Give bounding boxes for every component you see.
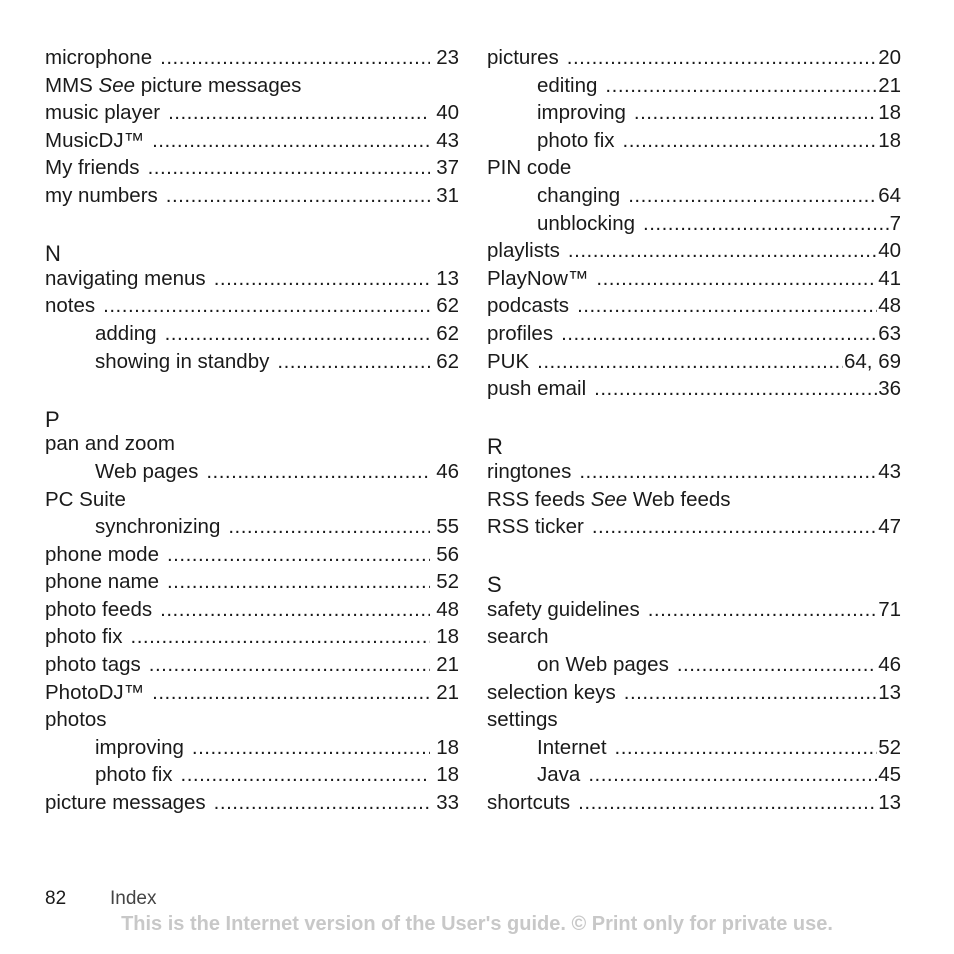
dot-leader — [537, 348, 843, 376]
page-ref: 43 — [878, 459, 901, 483]
index-subentry — [487, 734, 901, 762]
index-entry — [487, 679, 901, 707]
dot-leader — [168, 99, 430, 127]
index-subentry — [487, 210, 901, 238]
index-term: shortcuts — [487, 791, 571, 815]
page-ref: 41 — [878, 266, 901, 290]
index-term: my numbers — [45, 183, 158, 207]
see-target: picture messages — [140, 73, 302, 97]
index-entry-see — [45, 72, 459, 100]
index-entry — [45, 789, 459, 817]
page-ref: 43 — [436, 128, 459, 152]
page-ref: 62 — [436, 321, 459, 345]
dot-leader — [167, 541, 430, 569]
dot-leader — [152, 679, 430, 707]
index-subentry — [487, 182, 901, 210]
index-term: safety guidelines — [487, 597, 640, 621]
page-ref: 21 — [878, 73, 901, 97]
index-term: search — [487, 625, 549, 649]
dot-leader — [588, 761, 877, 789]
index-term: photo tags — [45, 653, 141, 677]
index-term: PUK — [487, 349, 530, 373]
index-term: synchronizing — [95, 515, 221, 539]
page-ref: 64 — [878, 183, 901, 207]
page-ref: 31 — [436, 183, 459, 207]
index-entry — [45, 486, 459, 514]
index-entry — [487, 458, 901, 486]
index-subentry — [487, 761, 901, 789]
see-label: See — [590, 487, 628, 511]
page-ref: 7 — [889, 211, 901, 235]
dot-leader — [628, 182, 877, 210]
dot-leader — [103, 292, 430, 320]
dot-leader — [149, 651, 430, 679]
index-entry — [487, 292, 901, 320]
index-term: improving — [537, 101, 626, 125]
index-entry — [45, 127, 459, 155]
page-ref: 63 — [878, 321, 901, 345]
page-ref: 48 — [878, 294, 901, 318]
dot-leader — [677, 651, 877, 679]
index-term: unblocking — [537, 211, 636, 235]
index-term: ringtones — [487, 459, 572, 483]
page-ref: 13 — [436, 266, 459, 290]
dot-leader — [167, 568, 430, 596]
index-entry — [45, 182, 459, 210]
page-ref: 47 — [878, 515, 901, 539]
index-entry — [487, 320, 901, 348]
index-entry — [45, 596, 459, 624]
index-entry — [45, 99, 459, 127]
index-term: RSS feeds See Web feeds — [487, 487, 731, 511]
dot-leader — [568, 237, 877, 265]
index-entry — [487, 375, 901, 403]
dot-leader — [648, 596, 877, 624]
index-subentry — [487, 72, 901, 100]
page-ref: 40 — [878, 239, 901, 263]
page-ref: 62 — [436, 294, 459, 318]
index-entry — [487, 789, 901, 817]
page-ref: 36 — [878, 377, 901, 401]
index-subentry — [487, 99, 901, 127]
footer-section-title: Index — [110, 888, 157, 909]
index-term: notes — [45, 294, 96, 318]
index-subentry — [45, 761, 459, 789]
section-letter-n: N — [45, 241, 61, 267]
index-entry — [487, 154, 901, 182]
index-entry — [45, 265, 459, 293]
index-term: photos — [45, 708, 107, 732]
index-term: Internet — [537, 735, 607, 759]
index-entry — [45, 706, 459, 734]
dot-leader — [166, 182, 430, 210]
page-ref: 71 — [878, 597, 901, 621]
see-target: Web feeds — [632, 487, 731, 511]
see-label: See — [98, 73, 136, 97]
index-entry — [45, 430, 459, 458]
index-term: pictures — [487, 46, 559, 69]
index-term: showing in standby — [95, 349, 270, 373]
index-term: on Web pages — [537, 653, 669, 677]
index-subentry — [45, 458, 459, 486]
dot-leader — [592, 513, 877, 541]
index-term: settings — [487, 708, 558, 732]
dot-leader — [624, 679, 877, 707]
dot-leader — [605, 72, 877, 100]
page-ref: 20 — [878, 46, 901, 69]
page-ref: 45 — [878, 763, 901, 787]
dot-leader — [643, 210, 889, 238]
index-term: Web pages — [95, 459, 199, 483]
dot-leader — [214, 789, 431, 817]
index-entry — [45, 568, 459, 596]
index-term: phone name — [45, 570, 159, 594]
index-term: photo fix — [45, 625, 123, 649]
page-ref: 13 — [878, 791, 901, 815]
index-entry — [487, 623, 901, 651]
index-term: photo fix — [95, 763, 173, 787]
index-column-left — [45, 44, 459, 817]
index-term: selection keys — [487, 680, 616, 704]
index-entry — [487, 348, 901, 376]
index-term: photo feeds — [45, 597, 153, 621]
index-term: improving — [95, 735, 184, 759]
index-term: PhotoDJ™ — [45, 680, 145, 704]
dot-leader — [615, 734, 878, 762]
dot-leader — [594, 375, 877, 403]
dot-leader — [561, 320, 877, 348]
page-ref: 46 — [878, 653, 901, 677]
page-ref: 64, 69 — [844, 349, 901, 373]
index-entry — [487, 237, 901, 265]
index-term: profiles — [487, 321, 554, 345]
index-term: RSS ticker — [487, 515, 584, 539]
index-term: My friends — [45, 156, 140, 180]
page-ref: 37 — [436, 156, 459, 180]
index-entry-see — [487, 486, 901, 514]
dot-leader — [131, 623, 431, 651]
dot-leader — [206, 458, 430, 486]
page-ref: 18 — [878, 101, 901, 125]
page-ref: 52 — [436, 570, 459, 594]
index-entry — [487, 706, 901, 734]
index-term: PC Suite — [45, 487, 126, 511]
index-column-right — [487, 44, 901, 817]
dot-leader — [567, 44, 877, 72]
page-ref: 48 — [436, 597, 459, 621]
index-term: MMS See picture messages — [45, 73, 302, 97]
dot-leader — [634, 99, 877, 127]
dot-leader — [160, 44, 430, 72]
index-entry — [45, 623, 459, 651]
index-entry — [487, 44, 901, 72]
index-term: playlists — [487, 239, 560, 263]
page-ref: 18 — [436, 625, 459, 649]
index-term: PIN code — [487, 156, 572, 180]
page-ref: 55 — [436, 515, 459, 539]
index-entry — [487, 596, 901, 624]
dot-leader — [152, 127, 430, 155]
page-ref: 21 — [436, 680, 459, 704]
dot-leader — [228, 513, 430, 541]
page-ref: 52 — [878, 735, 901, 759]
index-entry — [45, 292, 459, 320]
index-term: MusicDJ™ — [45, 128, 145, 152]
index-term: photo fix — [537, 128, 615, 152]
page-ref: 33 — [436, 791, 459, 815]
index-term: adding — [95, 321, 157, 345]
dot-leader — [577, 292, 877, 320]
dot-leader — [578, 789, 877, 817]
footer-page-number: 82 — [45, 888, 67, 909]
index-entry — [45, 44, 459, 72]
dot-leader — [623, 127, 878, 155]
page-ref: 56 — [436, 542, 459, 566]
index-subentry — [45, 320, 459, 348]
page-ref: 18 — [878, 128, 901, 152]
index-term: push email — [487, 377, 587, 401]
index-subentry — [45, 513, 459, 541]
page-ref: 46 — [436, 459, 459, 483]
dot-leader — [165, 320, 431, 348]
index-subentry — [487, 651, 901, 679]
index-entry — [45, 679, 459, 707]
section-letter-r: R — [487, 434, 503, 460]
index-term: microphone — [45, 46, 153, 69]
index-entry — [487, 265, 901, 293]
index-term: PlayNow™ — [487, 266, 589, 290]
section-letter-s: S — [487, 572, 502, 598]
page-ref: 18 — [436, 763, 459, 787]
index-term: changing — [537, 183, 621, 207]
index-term: navigating menus — [45, 266, 206, 290]
index-subentry — [45, 734, 459, 762]
dot-leader — [277, 348, 430, 376]
index-term: Java — [537, 763, 581, 787]
dot-leader — [181, 761, 431, 789]
index-subentry — [45, 348, 459, 376]
footer-notice: This is the Internet version of the User's guide. © Print only for private use. — [121, 913, 833, 935]
index-entry — [487, 513, 901, 541]
dot-leader — [596, 265, 877, 293]
index-entry — [45, 541, 459, 569]
index-entry — [45, 651, 459, 679]
index-term: editing — [537, 73, 598, 97]
index-subentry — [487, 127, 901, 155]
page-ref: 18 — [436, 735, 459, 759]
page-ref: 23 — [436, 46, 459, 69]
page-ref: 62 — [436, 349, 459, 373]
dot-leader — [148, 154, 431, 182]
index-term: pan and zoom — [45, 432, 175, 456]
index-entry — [45, 154, 459, 182]
dot-leader — [192, 734, 430, 762]
index-term: phone mode — [45, 542, 159, 566]
section-letter-p: P — [45, 406, 60, 432]
page-ref: 21 — [436, 653, 459, 677]
page-ref: 13 — [878, 680, 901, 704]
index-term: picture messages — [45, 791, 206, 815]
index-term: podcasts — [487, 294, 570, 318]
index-term: music player — [45, 101, 161, 125]
page-ref: 40 — [436, 101, 459, 125]
dot-leader — [579, 458, 877, 486]
dot-leader — [160, 596, 430, 624]
dot-leader — [214, 265, 431, 293]
